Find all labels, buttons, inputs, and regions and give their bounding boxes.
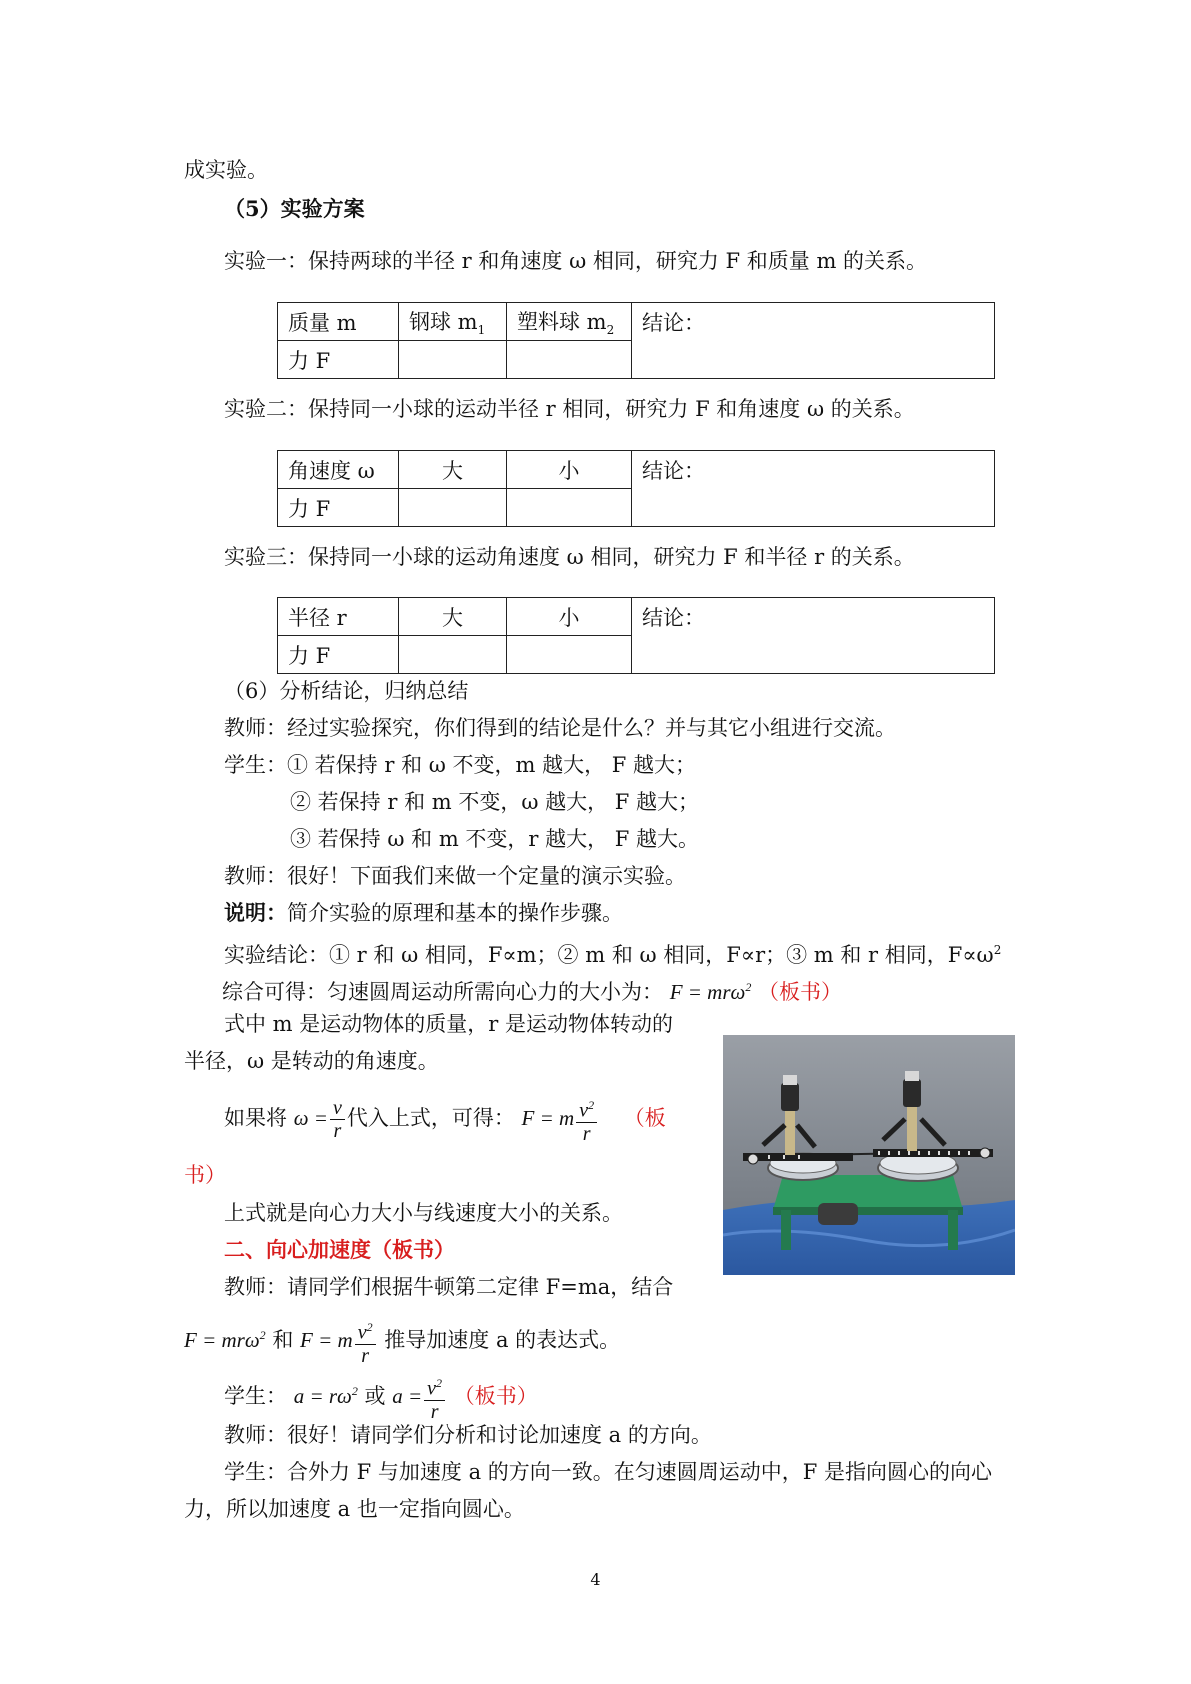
table-cell: 力 F xyxy=(278,341,399,379)
teacher-line: 教师：经过实验探究，你们得到的结论是什么？并与其它小组进行交流。 xyxy=(224,716,896,740)
fraction-v2-over-r: $\frac{v^2}{r}$ xyxy=(424,1372,445,1423)
summary-line: 综合可得：匀速圆周运动所需向心力的大小为： F = mrω$^2$ （板书） xyxy=(222,980,843,1004)
table-cell xyxy=(507,636,632,674)
board-note: 书） xyxy=(184,1163,226,1187)
table-cell xyxy=(507,489,632,527)
teacher-line: 教师：很好！请同学们分析和讨论加速度 a 的方向。 xyxy=(224,1423,712,1447)
fraction-v2-over-r: $\frac{v^2}{r}$ xyxy=(355,1316,376,1367)
student-line: ③ 若保持 ω 和 m 不变，r 越大， F 越大。 xyxy=(290,827,700,851)
student-line: 学生：合外力 F 与加速度 a 的方向一致。在匀速圆周运动中，F 是指向圆心的向心 xyxy=(224,1460,993,1484)
note-line xyxy=(224,898,623,928)
formula-line: F = mrω$^2$ 和 F = m $\frac{v^2}{r}$ 推导加速度 a 的表达式。 xyxy=(184,1307,620,1368)
table-cell xyxy=(399,341,507,379)
teacher-line: 教师：很好！下面我们来做一个定量的演示实验。 xyxy=(224,864,686,888)
note-label: 说明： xyxy=(224,900,287,925)
text-line: 半径，ω 是转动的角速度。 xyxy=(184,1049,439,1073)
page-number: 4 xyxy=(590,1570,601,1589)
substitution-line: 如果将 ω = $\frac{v}{r}$ 代入上式，可得： F = m $\frac{v^2}{r}$ （板 xyxy=(224,1090,666,1146)
note-text: 简介实验的原理和基本的操作步骤。 xyxy=(287,901,623,925)
experiment-3-intro: 实验三：保持同一小球的运动角速度 ω 相同，研究力 F 和半径 r 的关系。 xyxy=(224,545,915,569)
student-formula-line: 学生： $a = r\omega^2$ 或 a = $\frac{v^2}{r}$ （板书） xyxy=(224,1363,538,1424)
table-cell: 力 F xyxy=(278,489,399,527)
board-note: （板书） xyxy=(758,980,843,1004)
board-note: （板 xyxy=(623,1106,666,1130)
table-cell: 小 xyxy=(507,598,632,636)
centripetal-force-apparatus-photo xyxy=(723,1035,1015,1275)
conclusion-cell: 结论： xyxy=(632,303,995,379)
table-cell xyxy=(399,489,507,527)
conclusion-cell: 结论： xyxy=(632,451,995,527)
table-cell: 钢球 $m_1$ xyxy=(399,303,507,341)
fraction-v2-over-r: $\frac{v^2}{r}$ xyxy=(576,1094,597,1145)
text-line: 上式就是向心力大小与线速度大小的关系。 xyxy=(224,1201,623,1225)
table-cell: 大 xyxy=(399,598,507,636)
teacher-line: 教师：请同学们根据牛顿第二定律 F=ma，结合 xyxy=(224,1275,674,1299)
table-cell: 小 xyxy=(507,451,632,489)
student-line: 学生：① 若保持 r 和 ω 不变，m 越大， F 越大； xyxy=(224,753,697,777)
student-line: ② 若保持 r 和 m 不变，ω 越大， F 越大； xyxy=(290,790,700,814)
experiment-1-table xyxy=(277,302,995,379)
formula-f-mrw2: F = mrω$^2$ xyxy=(669,980,752,1004)
table-cell: 大 xyxy=(399,451,507,489)
experiment-3-table xyxy=(277,597,995,674)
table-cell: 塑料球 $m_2$ xyxy=(507,303,632,341)
table-cell: 质量 m xyxy=(278,303,399,341)
section-6-heading: （6）分析结论，归纳总结 xyxy=(224,679,469,703)
section-heading: （5）实验方案 xyxy=(224,196,365,221)
table-cell: 角速度 ω xyxy=(278,451,399,489)
experiment-2-table xyxy=(277,450,995,527)
table-cell: 力 F xyxy=(278,636,399,674)
conclusion-cell: 结论： xyxy=(632,598,995,674)
table-cell xyxy=(507,341,632,379)
experiment-2-intro: 实验二：保持同一小球的运动半径 r 相同，研究力 F 和角速度 ω 的关系。 xyxy=(224,397,915,421)
table-cell xyxy=(399,636,507,674)
experiment-1-intro: 实验一：保持两球的半径 r 和角速度 ω 相同，研究力 F 和质量 m 的关系。 xyxy=(224,249,928,273)
board-note: （板书） xyxy=(453,1384,538,1408)
student-line: 力，所以加速度 a 也一定指向圆心。 xyxy=(184,1497,525,1521)
table-cell: 半径 r xyxy=(278,598,399,636)
conclusion-line: 实验结论：① r 和 ω 相同，F∝m；② m 和 ω 相同，F∝r；③ m 和 r 相同，$F\propto\omega^2$ xyxy=(224,943,1002,967)
section-2-heading: 二、向心加速度（板书） xyxy=(224,1237,455,1262)
fraction-v-over-r: $\frac{v}{r}$ xyxy=(330,1097,345,1142)
text-line: 成实验。 xyxy=(184,158,268,182)
text-line: 式中 m 是运动物体的质量，r 是运动物体转动的 xyxy=(224,1012,673,1036)
